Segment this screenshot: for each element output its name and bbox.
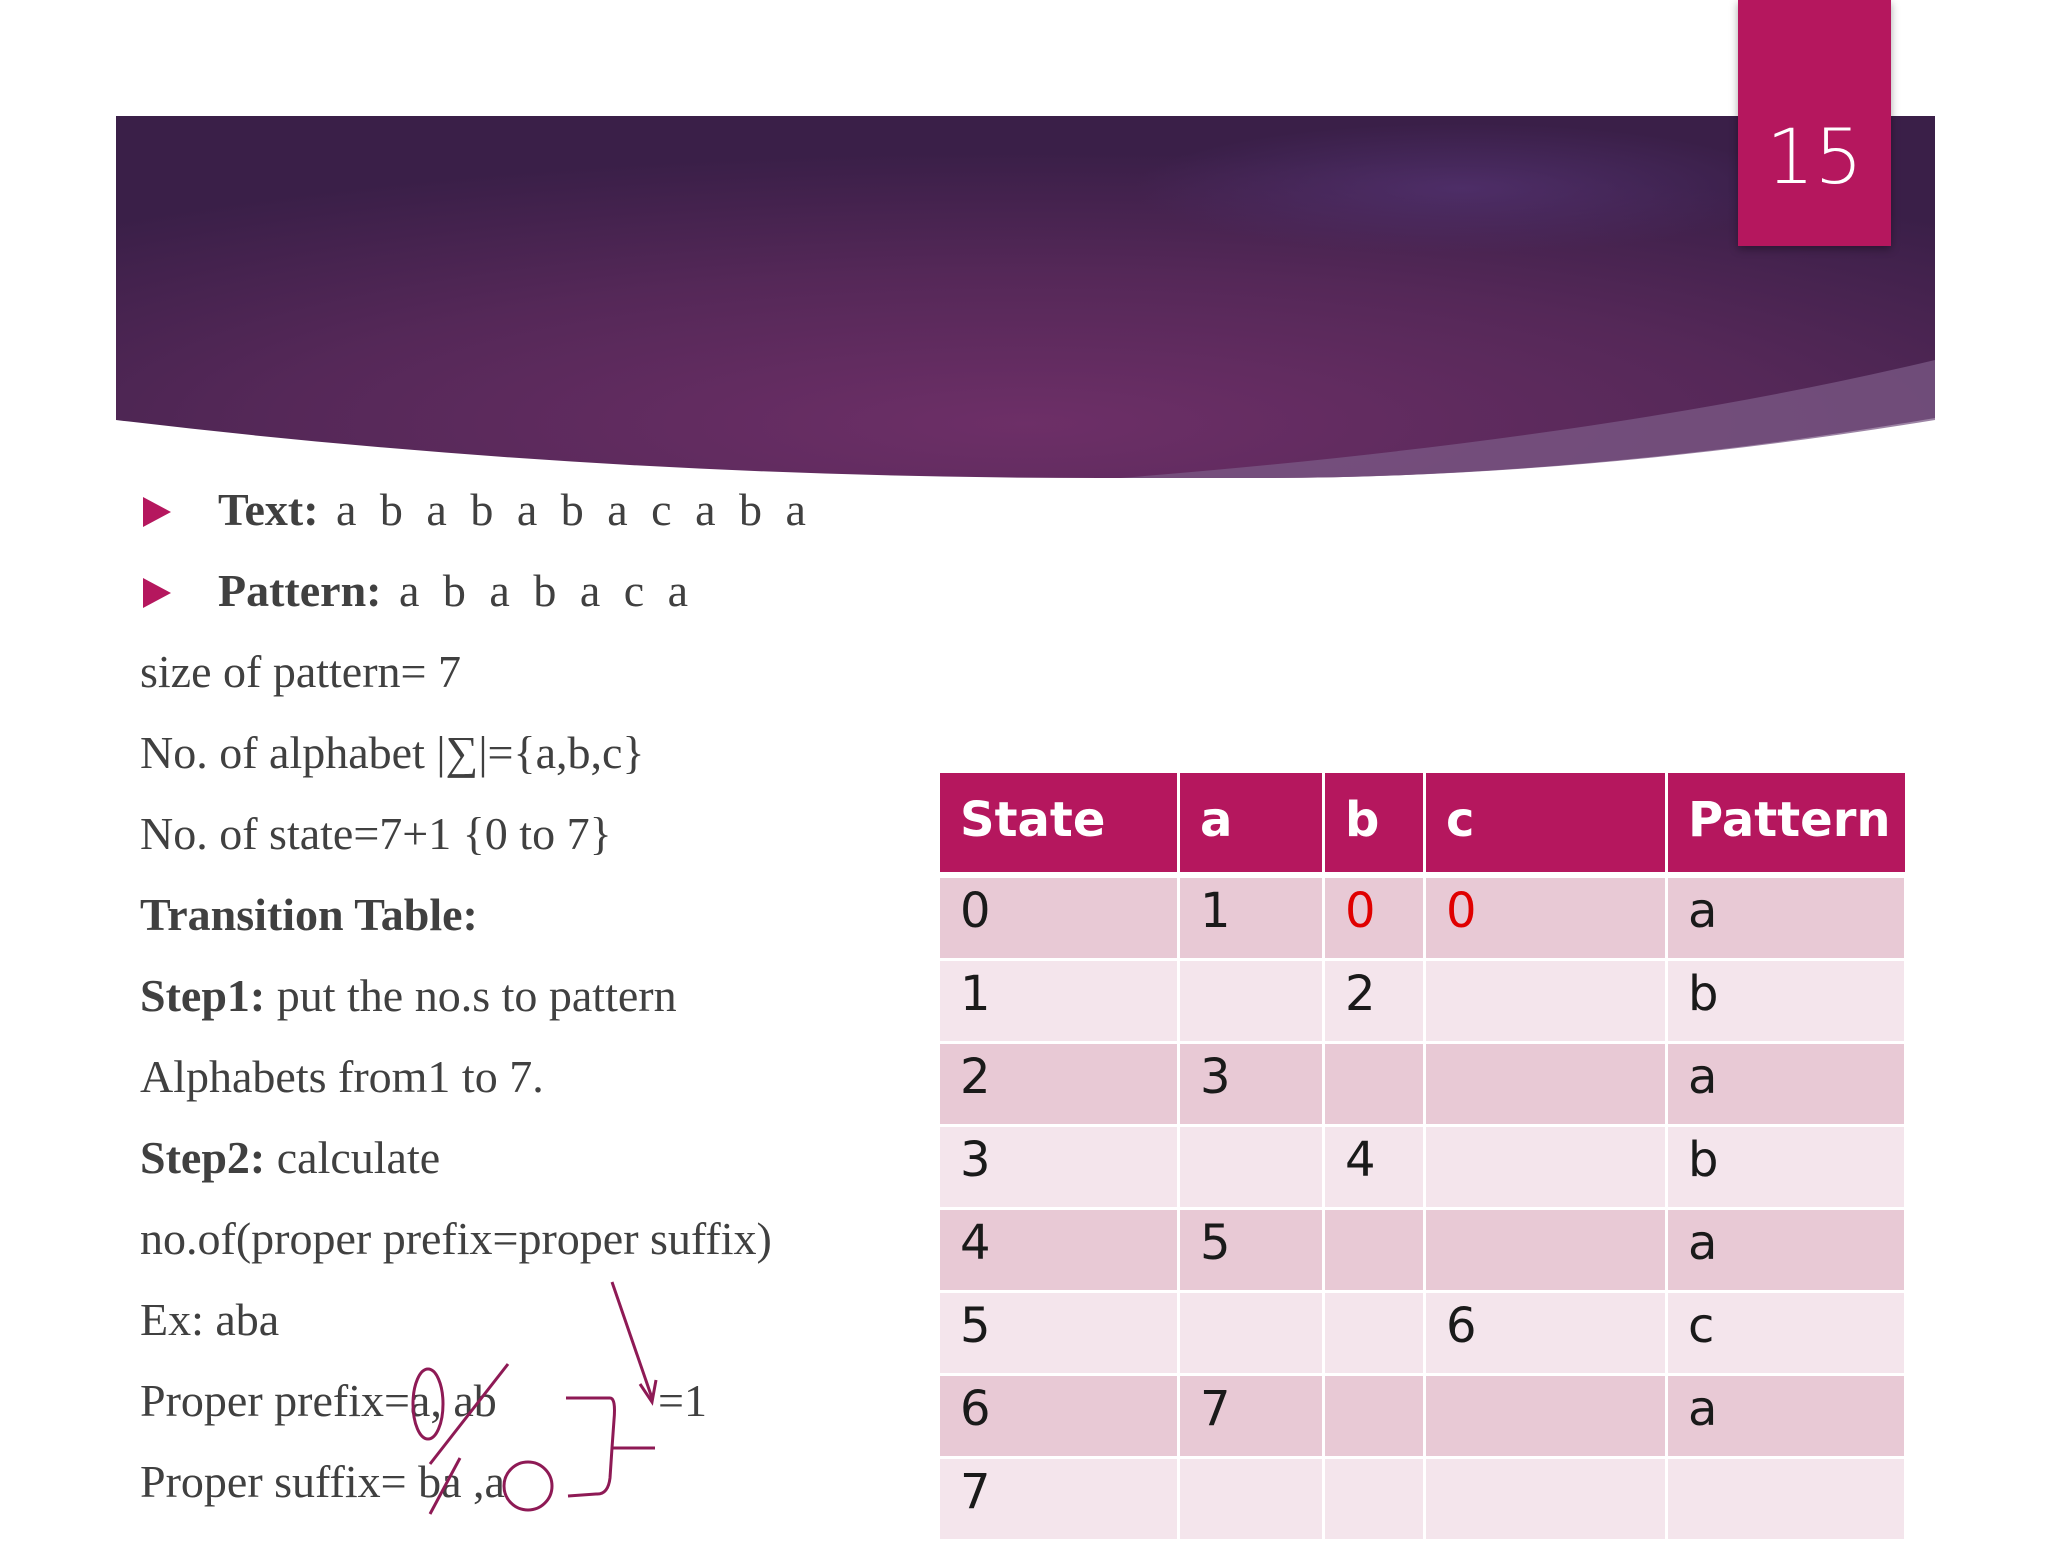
cell-state: 5 xyxy=(940,1292,1179,1375)
cell-pattern xyxy=(1667,1458,1906,1541)
cell-c xyxy=(1425,1375,1667,1458)
line-example: Ex: aba xyxy=(140,1294,280,1345)
cell-c xyxy=(1425,1126,1667,1209)
cell-state: 7 xyxy=(940,1458,1179,1541)
cell-state: 6 xyxy=(940,1375,1179,1458)
cell-state: 4 xyxy=(940,1209,1179,1292)
line-transition-table: Transition Table: xyxy=(140,889,478,940)
cell-c xyxy=(1425,960,1667,1043)
header-pattern: Pattern xyxy=(1667,773,1906,875)
line-step1: Step1: put the no.s to pattern xyxy=(140,970,677,1021)
line-no-of-state: No. of state=7+1 {0 to 7} xyxy=(140,808,612,859)
cell-a: 5 xyxy=(1179,1209,1324,1292)
cell-pattern: a xyxy=(1667,875,1906,960)
table-row xyxy=(940,1375,1905,1458)
table-row xyxy=(940,1209,1905,1292)
cell-state: 3 xyxy=(940,1126,1179,1209)
header-c: c xyxy=(1425,773,1667,875)
line-size-of-pattern: size of pattern= 7 xyxy=(140,646,461,697)
cell-a: 3 xyxy=(1179,1043,1324,1126)
cell-pattern: b xyxy=(1667,960,1906,1043)
table-row xyxy=(940,1458,1905,1541)
cell-b xyxy=(1324,1375,1425,1458)
cell-state: 0 xyxy=(940,875,1179,960)
cell-state: 2 xyxy=(940,1043,1179,1126)
line-proper-prefix: Proper prefix=a, ab xyxy=(140,1375,497,1426)
bullet-pattern: Pattern: a b a b a c a xyxy=(140,561,694,621)
header-b: b xyxy=(1324,773,1425,875)
cell-b xyxy=(1324,1458,1425,1541)
circle-suffix-a-icon xyxy=(504,1462,552,1510)
bullet-arrow-icon xyxy=(143,497,171,527)
cell-a xyxy=(1179,1458,1324,1541)
pointer-arrow-icon xyxy=(612,1282,652,1398)
line-alphabets: Alphabets from1 to 7. xyxy=(140,1051,544,1102)
cell-c xyxy=(1425,1458,1667,1541)
cell-b xyxy=(1324,1292,1425,1375)
line-no-of-alphabet: No. of alphabet |∑|={a,b,c} xyxy=(140,727,645,778)
cell-a xyxy=(1179,960,1324,1043)
annotation-result: =1 xyxy=(658,1375,707,1426)
bullet-text: Text: a b a b a b a c a b a xyxy=(140,480,812,540)
cell-c: 6 xyxy=(1425,1292,1667,1375)
cell-b: 0 xyxy=(1324,875,1425,960)
table-header-row xyxy=(940,773,1905,875)
brace-icon xyxy=(566,1398,655,1496)
table-row xyxy=(940,1126,1905,1209)
cell-b: 2 xyxy=(1324,960,1425,1043)
cell-b xyxy=(1324,1209,1425,1292)
table-row xyxy=(940,960,1905,1043)
cell-c xyxy=(1425,1209,1667,1292)
header-a: a xyxy=(1179,773,1324,875)
cell-a: 7 xyxy=(1179,1375,1324,1458)
cell-a xyxy=(1179,1292,1324,1375)
cell-c xyxy=(1425,1043,1667,1126)
cell-pattern: c xyxy=(1667,1292,1906,1375)
cell-a: 1 xyxy=(1179,875,1324,960)
cell-c: 0 xyxy=(1425,875,1667,960)
page-number-tab xyxy=(1738,0,1891,246)
line-proper-prefix-suffix: no.of(proper prefix=proper suffix) xyxy=(140,1213,772,1264)
cell-pattern: b xyxy=(1667,1126,1906,1209)
bullet-arrow-icon xyxy=(143,578,171,608)
cell-pattern: a xyxy=(1667,1375,1906,1458)
line-step2: Step2: calculate xyxy=(140,1132,441,1183)
table-row xyxy=(940,1043,1905,1126)
table-row xyxy=(940,1292,1905,1375)
cell-state: 1 xyxy=(940,960,1179,1043)
cell-pattern: a xyxy=(1667,1209,1906,1292)
cell-b: 4 xyxy=(1324,1126,1425,1209)
cell-a xyxy=(1179,1126,1324,1209)
transition-table xyxy=(940,773,1907,1542)
line-proper-suffix: Proper suffix= ba ,a xyxy=(140,1456,505,1507)
header-state: State xyxy=(940,773,1179,875)
table-row xyxy=(940,875,1905,960)
cell-pattern: a xyxy=(1667,1043,1906,1126)
cell-b xyxy=(1324,1043,1425,1126)
page-number: 15 xyxy=(1766,112,1863,201)
